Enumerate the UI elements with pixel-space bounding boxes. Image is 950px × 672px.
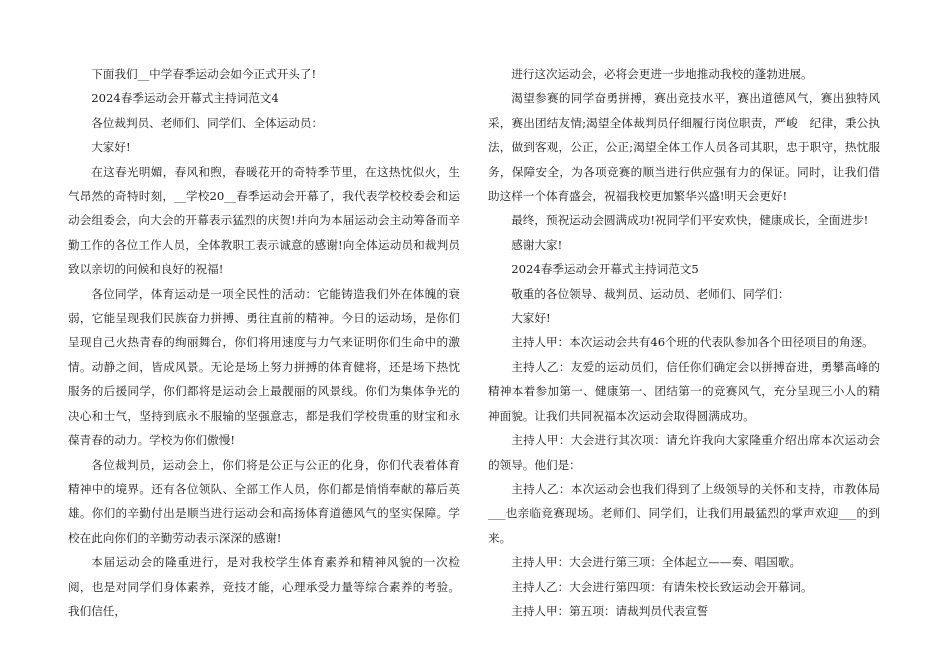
greeting: 大家好! — [511, 311, 551, 326]
paragraph: 本届运动会的隆重进行，是对我校学生体育素养和精神风貌的一次检阅，也是对同学们身体素养，竞技才能，心理承受力量等综合素养的考验。我们信任， — [68, 555, 460, 618]
paragraph: 主持人乙：本次运动会也我们得到了上级领导的关怀和支持，市教体局___也亲临竞赛现场。老师们、同学们，让我们用最猛烈的掌声欢迎___的到来。 — [488, 481, 880, 545]
paragraph: 渴望参赛的同学奋勇拼搏，赛出竞技水平，赛出道德风气，赛出独特风采，赛出团结友情;渴望全体裁判员仔细履行岗位职责，严峻 纪律，秉公执法，做到客观，公正，公正;渴望全体工作人员各司其职，忠于职守，热忱服务，保障安全，为各项竞赛的顺当进行供应强有力的保证。同时，让我们借助这样一个体育盛会，祝福我校更加繁华兴盛!明天会更好! — [488, 91, 880, 204]
section-heading: 2024春季运动会开幕式主持词范文4 — [91, 91, 279, 106]
paragraph-continuation: 进行这次运动会，必将会更进一步地推动我校的蓬勃进展。 — [511, 67, 813, 81]
paragraph: 感谢大家! — [511, 237, 563, 252]
paragraph: 各位裁判员，运动会上，你们将是公正与公正的化身，你们代表着体育精神中的境界。还有各位领队、全部工作人员，你们都是悄悄奉献的幕后英雄。你们的辛勤付出是顺当进行运动会和高扬体育道德风气的坚实保障。学校在此向你们的辛勤劳动表示深深的感谢! — [68, 457, 460, 545]
paragraph: 下面我们__中学春季运动会如今正式开头了! — [91, 67, 317, 81]
paragraph: 主持人甲：大会进行第三项：全体起立——奏、唱国歌。 — [511, 555, 802, 570]
salutation: 各位裁判员、老师们、同学们、全体运动员： — [91, 115, 324, 130]
paragraph: 主持人甲：大会进行其次项：请允许我向大家隆重介绍出席本次运动会的领导。他们是： — [488, 433, 880, 472]
salutation: 敬重的各位领导、裁判员、运动员、老师们、同学们： — [511, 286, 790, 301]
left-column — [68, 62, 460, 623]
paragraph: 各位同学，体育运动是一项全民性的活动：它能铸造我们外在体魄的衰弱，它能呈现我们民族奋力拼搏、勇往直前的精神。今日的运动场，是你们呈现自己火热青春的绚丽舞台，你们将用速度与力气来证明你们生命中的激情。动静之间，皆成风景。无论是场上努力拼搏的体育健将，还是场下热忱服务的后援同学，你们都将是运动会上最靓丽的风景线。你们为集体争光的决心和士气，坚持到底永不服输的坚强意志，都是我们学校贵重的财宝和永葆青春的动力。学校为你们傲慢! — [68, 286, 460, 448]
section-heading: 2024春季运动会开幕式主持词范文5 — [511, 262, 699, 277]
paragraph: 主持人甲：第五项：请裁判员代表宣誓 — [511, 603, 709, 618]
paragraph: 在这春光明媚，春风和煦，春暖花开的奇特季节里，在这热忱似火，生气昂然的奇特时刻，__学校20__春季运动会开幕了，我代表学校校委会和运动会组委会，向大会的开幕表示猛烈的庆贺!并向为本届运动会主动筹备而辛勤工作的各位工作人员，全体教职工表示诚意的感谢!向全体运动员和裁判员致以亲切的问候和良好的祝福! — [68, 164, 460, 277]
greeting: 大家好! — [91, 140, 131, 155]
paragraph: 最终，预祝运动会圆满成功!祝同学们平安欢快，健康成长，全面进步! — [511, 213, 869, 228]
paragraph: 主持人甲：本次运动会共有46个班的代表队参加各个田径项目的角逐。 — [511, 335, 874, 350]
paragraph: 主持人乙：大会进行第四项：有请朱校长致运动会开幕词。 — [511, 579, 813, 594]
right-column — [488, 62, 880, 623]
paragraph: 主持人乙：友爱的运动员们，信任你们确定会以拼搏奋进，勇攀高峰的精神本着参加第一、健康第一、团结第一的竞赛风气，充分呈现三小人的精神面貌。让我们共同祝福本次运动会取得圆满成功。 — [488, 359, 880, 423]
